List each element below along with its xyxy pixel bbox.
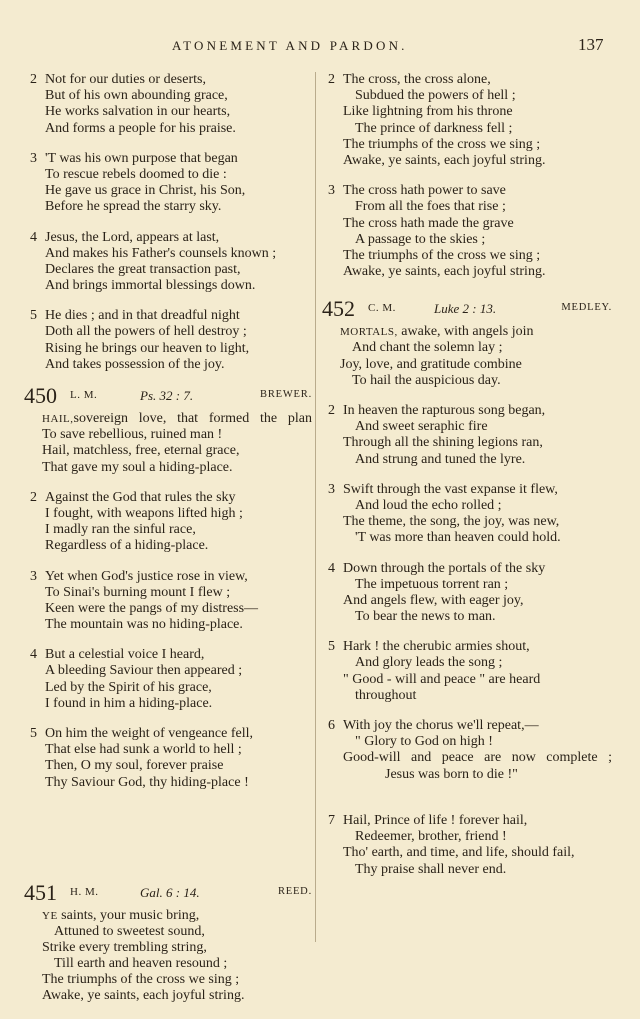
- stanza-number: 2: [30, 72, 37, 87]
- verse-line: Awake, ye saints, each joyful string.: [343, 264, 546, 280]
- verse-line: Subdued the powers of hell ;: [355, 88, 516, 104]
- verse-line: [322, 908, 612, 924]
- verse-line: And strung and tuned the lyre.: [355, 451, 526, 467]
- verse-line: Through all the shining legions ran,: [343, 435, 543, 451]
- verse-line: Against the God that rules the sky: [45, 489, 236, 505]
- verse-line: But a celestial voice I heard,: [45, 647, 205, 663]
- verse-line: [24, 837, 312, 853]
- verse-line: Like lightning from his throne: [343, 104, 513, 120]
- stanza: [24, 230, 312, 295]
- verse-line: Down through the portals of the sky: [343, 560, 546, 576]
- verse-line: Hark ! the cherubic armies shout,: [343, 639, 530, 655]
- scripture-reference: Ps. 32 : 7.: [140, 388, 194, 403]
- verse-line: Rising he brings our heaven to light,: [45, 340, 250, 356]
- stanza: [24, 151, 312, 216]
- verse-line: Strike every trembling string,: [42, 939, 207, 955]
- page-number: 137: [578, 35, 604, 54]
- verse-line: That gave my soul a hiding-place.: [42, 459, 233, 475]
- hymn-meter: H. M.: [70, 885, 99, 898]
- stanza-number: 5: [328, 639, 335, 655]
- hymn-meter: C. M.: [368, 302, 396, 315]
- stanza-number: 5: [30, 726, 37, 741]
- verse-line: A passage to the skies ;: [355, 231, 486, 247]
- verse-line: And chant the solemn lay ;: [352, 340, 503, 356]
- verse-line: And loud the echo rolled ;: [355, 497, 502, 513]
- verse-line: [24, 821, 312, 837]
- verse-line: He dies ; and in that dreadful night: [45, 308, 240, 324]
- verse-line: Keen were the pangs of my distress—: [45, 600, 259, 616]
- stanza: [24, 411, 312, 476]
- stanza-number: 3: [328, 481, 335, 497]
- hymn-heading: [24, 383, 312, 408]
- stanza: [24, 308, 312, 373]
- stanza-number: 3: [30, 568, 37, 584]
- verse-line: Hail, matchless, free, eternal grace,: [42, 443, 240, 459]
- first-word: MORTALS,: [340, 326, 398, 339]
- section-title: ATONEMENT AND PARDON.: [172, 38, 408, 53]
- verse-line: Yet when God's justice rose in view,: [45, 568, 248, 584]
- verse-line: Before he spread the starry sky.: [45, 199, 222, 215]
- hymn-heading: [24, 879, 312, 905]
- verse-line: And takes possession of the joy.: [45, 356, 225, 372]
- verse-line: Thy praise shall never end.: [355, 861, 507, 877]
- hymn-number: 450: [24, 383, 57, 408]
- verse-line: 'T was more than heaven could hold.: [355, 530, 561, 546]
- verse-line: Till earth and heaven resound ;: [54, 956, 228, 972]
- verse-line: That else had sunk a world to hell ;: [45, 742, 242, 758]
- verse-line: In heaven the rapturous song began,: [343, 403, 546, 418]
- verse-line: To bear the news to man.: [355, 609, 496, 625]
- hymn-number: 452: [322, 296, 355, 322]
- verse-line: 'T was his own purpose that began: [45, 150, 238, 166]
- verse-line: [322, 940, 612, 956]
- stanza-number: 3: [30, 150, 37, 166]
- verse-line: I madly ran the sinful race,: [45, 522, 196, 538]
- verse-line: I fought, with weapons lifted high ;: [45, 505, 243, 521]
- verse-line: Doth all the powers of hell destroy ;: [45, 324, 247, 340]
- stanza: [322, 482, 612, 547]
- verse-line: Swift through the vast expanse it flew,: [343, 481, 558, 497]
- verse-line: Tho' earth, and time, and life, should fail,: [343, 845, 575, 861]
- stanza: [24, 726, 312, 791]
- stanza-number: 3: [328, 183, 335, 199]
- verse-line: Attuned to sweetest sound,: [54, 923, 205, 939]
- stanza: [24, 490, 312, 555]
- stanza: [24, 72, 312, 137]
- verse-line: To rescue rebels doomed to die :: [45, 166, 227, 182]
- stanza: [322, 639, 612, 704]
- left-column: [24, 72, 312, 1019]
- verse-line: And brings immortal blessings down.: [45, 278, 256, 294]
- verse-line: The cross, the cross alone,: [343, 72, 491, 87]
- verse-line: Awake, ye saints, each joyful string.: [343, 152, 546, 168]
- verse-line: [322, 924, 612, 940]
- verse-line: And makes his Father's counsels known ;: [45, 245, 277, 261]
- hymn-number: 451: [24, 879, 57, 905]
- tune-name: MEDLEY.: [561, 302, 612, 314]
- verse-line: Awake, ye saints, each joyful string.: [42, 988, 245, 1004]
- stanza: [322, 183, 612, 280]
- stanza-number: 2: [30, 489, 37, 505]
- verse-line: Jesus, the Lord, appears at last,: [45, 229, 220, 245]
- stanza: [322, 561, 612, 626]
- stanza-number: 4: [30, 229, 37, 245]
- verse-line: MORTALS, awake, with angels join: [340, 324, 534, 340]
- right-column: [322, 72, 612, 970]
- verse-line: He gave us grace in Christ, his Son,: [45, 183, 246, 199]
- stanza: [24, 805, 312, 870]
- verse-line: And forms a people for his praise.: [45, 120, 236, 136]
- verse-line: YE saints, your music bring,: [42, 907, 200, 923]
- verse-line: Joy, love, and gratitude combine: [340, 356, 522, 372]
- scripture-reference: Gal. 6 : 14.: [140, 884, 200, 900]
- stanza: [24, 569, 312, 634]
- verse-line: Not for our duties or deserts,: [45, 72, 206, 87]
- running-head: [0, 35, 640, 58]
- verse-line: [322, 783, 612, 799]
- verse-line: The cross hath power to save: [343, 183, 506, 199]
- verse-line: The cross hath made the grave: [343, 215, 514, 231]
- verse-line: The theme, the song, the joy, was new,: [343, 514, 560, 530]
- verse-line: Declares the great transaction past,: [45, 261, 241, 277]
- stanza: [322, 403, 612, 468]
- verse-line: Led by the Spirit of his grace,: [45, 679, 212, 695]
- verse-line: But of his own abounding grace,: [45, 88, 228, 104]
- hymn-meter: L. M.: [70, 389, 98, 401]
- verse-line: " Glory to God on high !: [355, 734, 493, 750]
- verse-line: Redeemer, brother, friend !: [355, 829, 507, 845]
- stanza: [322, 72, 612, 169]
- stanza: [322, 892, 612, 957]
- tune-name: REED.: [277, 885, 312, 897]
- scripture-reference: Luke 2 : 13.: [434, 301, 497, 317]
- verse-line: " Good - will and peace " are heard: [343, 671, 541, 687]
- verse-line: The triumphs of the cross we sing ;: [42, 972, 240, 988]
- verse-line: The impetuous torrent ran ;: [355, 576, 509, 592]
- verse-line: The prince of darkness fell ;: [355, 120, 513, 136]
- verse-line: I found in him a hiding-place.: [45, 695, 213, 711]
- verse-line: On him the weight of vengeance fell,: [45, 726, 253, 741]
- stanza: [322, 324, 612, 389]
- verse-line: The mountain was no hiding-place.: [45, 617, 243, 633]
- hymn-heading: [322, 296, 612, 322]
- stanza-number: 4: [30, 647, 37, 663]
- stanza-number: 6: [328, 718, 335, 733]
- verse-line: Thy Saviour God, thy hiding-place !: [45, 774, 249, 790]
- verse-line: With joy the chorus we'll repeat,—: [343, 718, 539, 733]
- stanza-number: 4: [328, 560, 335, 576]
- verse-line: And sweet seraphic fire: [355, 419, 488, 435]
- verse-line: To hail the auspicious day.: [352, 372, 501, 388]
- stanza: [24, 908, 312, 1005]
- tune-name: BREWER.: [260, 389, 312, 400]
- verse-line: Then, O my soul, forever praise: [45, 758, 224, 774]
- column-divider: [315, 72, 316, 942]
- verse-line: throughout: [355, 687, 417, 703]
- verse-line: Jesus was born to die !": [385, 766, 518, 782]
- stanza-number: 2: [328, 72, 335, 87]
- verse-line: To save rebellious, ruined man !: [42, 427, 223, 443]
- verse-line: And glory leads the song ;: [355, 655, 503, 671]
- verse-line: Hail, Prince of life ! forever hail,: [343, 812, 528, 828]
- verse-line: To Sinai's burning mount I flew ;: [45, 584, 231, 600]
- stanza: [322, 813, 612, 878]
- stanza-number: 7: [328, 812, 335, 828]
- stanza-number: 5: [30, 308, 37, 324]
- verse-line: A bleeding Saviour then appeared ;: [45, 663, 243, 679]
- stanza-number: 2: [328, 403, 335, 418]
- verse-line: And angels flew, with eager joy,: [343, 592, 524, 608]
- verse-line: The triumphs of the cross we sing ;: [343, 136, 541, 152]
- verse-line: [24, 853, 312, 869]
- first-word: YE: [42, 909, 58, 922]
- stanza: [24, 647, 312, 712]
- verse-line: Good-will and peace are now complete ;: [343, 750, 612, 766]
- verse-line: The triumphs of the cross we sing ;: [343, 247, 541, 263]
- verse-line: Regardless of a hiding-place.: [45, 538, 209, 554]
- first-word: HAIL,: [42, 413, 74, 425]
- verse-line: HAIL,sovereign love, that formed the plan: [42, 411, 312, 426]
- verse-line: He works salvation in our hearts,: [45, 104, 231, 120]
- stanza: [322, 718, 612, 799]
- verse-line: From all the foes that rise ;: [355, 199, 506, 215]
